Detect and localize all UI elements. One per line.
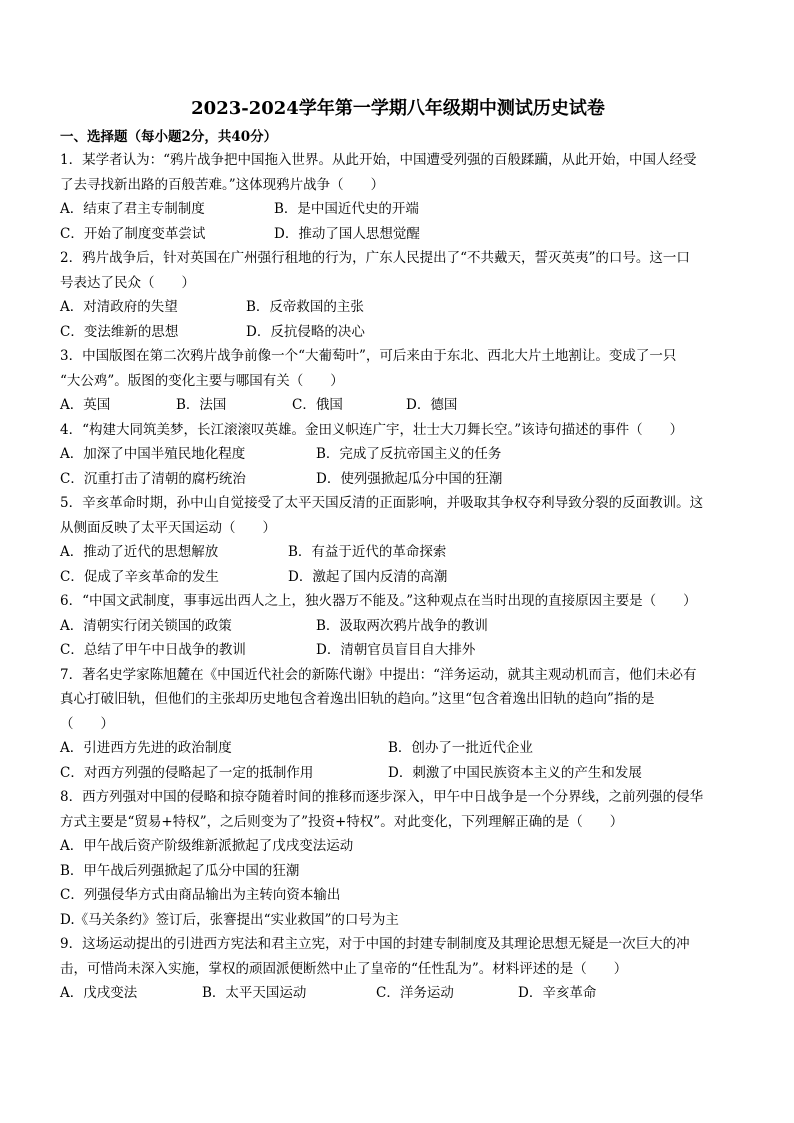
option-b: B．汲取两次鸦片战争的教训 bbox=[316, 617, 488, 634]
question-stem: 7．著名史学家陈旭麓在《中国近代社会的新陈代谢》中提出：“洋务运动，就其主观动机而言，他们未必有 真心打破旧轨，但他们的主张却历史地包含着逸出旧轨的趋向。”这里“包含着逸出旧轨的趋向”指的是 （ ） bbox=[60, 666, 697, 732]
options-row bbox=[60, 565, 736, 590]
exam-title: 2023-2024学年第一学期八年级期中测试历史试卷 bbox=[191, 98, 605, 119]
option-c: C．列强侵华方式由商品输出为主转向资本输出 bbox=[60, 887, 341, 903]
option-b: B．创办了一批近代企业 bbox=[388, 740, 533, 756]
option-c: C．总结了甲午中日战争的教训 bbox=[60, 642, 246, 658]
option-a: A．对清政府的失望 bbox=[60, 299, 178, 315]
question-8 bbox=[60, 785, 736, 932]
option-b: B．法国 bbox=[176, 397, 227, 413]
option-c: C．促成了辛亥革命的发生 bbox=[60, 568, 219, 585]
option-a: A．结束了君主专制制度 bbox=[60, 201, 205, 217]
section-heading: 一、选择题（每小题2分，共40分） bbox=[60, 129, 278, 145]
options-row bbox=[60, 736, 736, 761]
option-b: B．完成了反抗帝国主义的任务 bbox=[316, 446, 502, 462]
question-stem: 9．这场运动提出的引进西方宪法和君主立宪，对于中国的封建专制制度及其理论思想无疑是一次巨大的冲 击，可惜尚未深入实施，掌权的顽固派便断然中止了皇帝的“任性乱为”。材料评述的是（ ） bbox=[60, 936, 690, 977]
option-d: D．清朝官员盲目自大排外 bbox=[316, 642, 476, 658]
question-stem: 8．西方列强对中国的侵略和掠夺随着时间的推移而逐步深入，甲午中日战争是一个分界线，之前列强的侵华 方式主要是“贸易+特权”，之后则变为了”投资+特权”。对此变化，下列理解正确的是（ ） bbox=[60, 789, 704, 830]
option-d: D．德国 bbox=[406, 397, 458, 413]
options-row bbox=[60, 442, 736, 467]
options-row bbox=[60, 222, 736, 247]
option-c: C．洋务运动 bbox=[376, 985, 454, 1001]
options-row bbox=[60, 320, 736, 345]
exam-page bbox=[60, 96, 736, 1006]
option-c: C．俄国 bbox=[292, 397, 343, 413]
option-d: D.《马关条约》签订后，张謇提出“实业救国”的口号为主 bbox=[60, 911, 399, 928]
option-a: A．英国 bbox=[60, 397, 111, 413]
option-c: C．变法维新的思想 bbox=[60, 323, 179, 340]
option-b: B．反帝救国的主张 bbox=[246, 299, 364, 315]
option-d: D．使列强掀起瓜分中国的狂潮 bbox=[316, 470, 503, 487]
question-stem: 5．辛亥革命时期，孙中山自觉接受了太平天国反清的正面影响，并吸取其争权夺利导致分裂的反面教训。这 从侧面反映了太平天国运动（ ） bbox=[60, 495, 704, 536]
options-row bbox=[60, 614, 736, 639]
question-2 bbox=[60, 246, 736, 344]
question-stem: 3．中国版图在第二次鸦片战争前像一个“大葡萄叶”，可后来由于东北、西北大片土地割让。变成了一只 “大公鸡”。版图的变化主要与哪国有关（ ） bbox=[60, 348, 677, 389]
option-a: A．清朝实行闭关锁国的政策 bbox=[60, 617, 232, 634]
option-b: B．有益于近代的革命探索 bbox=[288, 544, 447, 560]
option-d: D．刺激了中国民族资本主义的产生和发展 bbox=[388, 764, 642, 781]
option-a: A．引进西方先进的政治制度 bbox=[60, 740, 232, 756]
option-a: A．戊戌变法 bbox=[60, 985, 138, 1001]
option-a: A．加深了中国半殖民地化程度 bbox=[60, 446, 246, 462]
option-c: C．开始了制度变革尝试 bbox=[60, 225, 206, 242]
option-b: B．太平天国运动 bbox=[202, 985, 307, 1001]
options-row bbox=[60, 761, 736, 786]
options-row bbox=[60, 540, 736, 565]
options-row bbox=[60, 197, 736, 222]
option-a: A．推动了近代的思想解放 bbox=[60, 544, 219, 560]
question-stem: 1．某学者认为：“鸦片战争把中国拖入世界。从此开始，中国遭受列强的百般蹂躏，从此开始，中国人经受 了去寻找新出路的百般苦难。”这体现鸦片战争（ ） bbox=[60, 152, 697, 193]
option-d: D．激起了国内反清的高潮 bbox=[288, 568, 448, 585]
options-row bbox=[60, 393, 736, 418]
option-b: B．甲午战后列强掀起了瓜分中国的狂潮 bbox=[60, 862, 300, 879]
option-a: A．甲午战后资产阶级维新派掀起了戊戌变法运动 bbox=[60, 838, 354, 854]
question-9 bbox=[60, 932, 736, 1006]
option-d: D．辛亥革命 bbox=[518, 985, 597, 1001]
question-5 bbox=[60, 491, 736, 589]
question-7 bbox=[60, 663, 736, 786]
question-4 bbox=[60, 418, 736, 492]
option-d: D．反抗侵略的决心 bbox=[246, 323, 365, 340]
option-d: D．推动了国人思想觉醒 bbox=[274, 225, 420, 242]
question-6 bbox=[60, 589, 736, 663]
question-stem: 2．鸦片战争后，针对英国在广州强行租地的行为，广东人民提出了“不共戴天，誓灭英夷”的口号。这一口 号表达了民众（ ） bbox=[60, 250, 690, 291]
question-1 bbox=[60, 148, 736, 246]
options-row bbox=[60, 467, 736, 492]
option-c: C．沉重打击了清朝的腐朽统治 bbox=[60, 470, 246, 487]
options-row bbox=[60, 295, 736, 320]
option-b: B．是中国近代史的开端 bbox=[274, 201, 419, 217]
option-c: C．对西方列强的侵略起了一定的抵制作用 bbox=[60, 764, 314, 781]
question-stem: 4．“构建大同筑美梦，长江滚滚叹英雄。金田义帜连广宇，壮士大刀舞长空。”该诗句描述的事件（ ） bbox=[60, 421, 684, 438]
options-row bbox=[60, 638, 736, 663]
question-3 bbox=[60, 344, 736, 418]
options-row bbox=[60, 981, 736, 1006]
question-stem: 6．“中国文武制度，事事远出西人之上，独火器万不能及。”这种观点在当时出现的直接原因主要是（ ） bbox=[60, 593, 697, 609]
